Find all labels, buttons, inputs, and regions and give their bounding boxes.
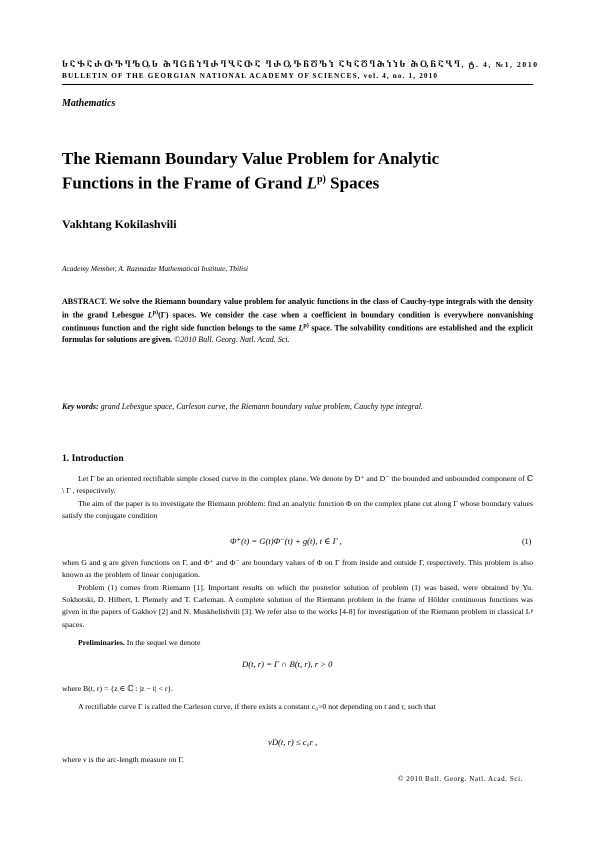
- title-line-2: [62, 169, 532, 194]
- abstract-label: ABSTRACT.: [62, 297, 107, 306]
- preliminaries-text: In the sequel we denote: [124, 638, 201, 647]
- abstract-sup-2: p): [303, 322, 309, 329]
- paragraph-2: The aim of the paper is to investigate the Riemann problem: find an analytic function Φ on the complex plane cut along Γ whose boundary values satisfy the conjugate condition: [62, 499, 533, 521]
- abstract-text-3: space. The solvability conditions are established and the explicit formulas for solutions are given.: [62, 323, 533, 345]
- keywords: [62, 402, 533, 411]
- paper-title: [62, 148, 532, 194]
- title-symbol-L: L: [306, 173, 317, 193]
- title-line-2-text: Functions in the Frame of Grand: [62, 173, 307, 193]
- author-affiliation: Academy Member, A. Razmadze Mathematical Institute, Tbilisi: [62, 264, 249, 273]
- author-name: Vakhtang Kokilashvili: [62, 217, 177, 231]
- paragraph-1: Let Γ be an oriented rectifiable simple closed curve in the complex plane. We denote by D⁺ and D⁻ the bounded and unbounded component of ℂ \ Γ , respectively.: [62, 474, 533, 496]
- paragraph-5: where B(t, r) = {z ∈ ℂ : |z − t| < r}.: [62, 684, 174, 693]
- equation-1: Φ⁺(t) = G(t)Φ⁻(t) + g(t), t ∈ Γ ,: [230, 536, 342, 546]
- title-superscript: p): [317, 174, 326, 185]
- section-heading: 1. Introduction: [62, 453, 124, 464]
- journal-header-georgian: ႱႠႵႠႰႧႥႤႪႭႱ ႫႤႺႬႨႤႰႤႡႠႧႠ ႤႰႭႥႬႣႪႨ ႠႩႠႣႤႫႨႨႱ ႫႭႬႠႡႤ, ტ. 4, №1, 2010: [62, 60, 539, 69]
- title-line-1: The Riemann Boundary Value Problem for Analytic: [62, 149, 440, 168]
- keywords-label: Key words:: [62, 402, 99, 411]
- paragraph-4: Problem (1) comes from Riemann [1]. Important results on which the posterior solution of problem (1) was based, were obtained by Yu. Sokhotski, D. Hilbert, I. Plemely and T. Carleman. A complete solution of the Riemann problem in the frame of Hölder continuous functions was given in the papers of Gakhov [2] and N. Muskhelishvili [3]. We refer also to the works [4-8] for investigation of the Riemann problem in classical Lᵖ spaces.: [62, 583, 533, 629]
- abstract-text-1: We solve the Riemann boundary value problem for analytic functions in the class of Cauchy-type integrals with the density in the grand Lebesgue: [62, 297, 533, 320]
- preliminaries: [62, 637, 533, 649]
- equation-1-number: (1): [522, 537, 532, 546]
- keywords-text: grand Lebesgue space, Carleson curve, the Riemann boundary value problem, Cauchy type integral.: [98, 402, 423, 411]
- title-line-2-end: Spaces: [325, 173, 380, 193]
- header-rule: [62, 84, 533, 85]
- abstract-copyright: ©2010 Bull. Georg. Natl. Acad. Sci.: [174, 335, 290, 345]
- paragraph-7: where ν is the arc-length measure on Γ.: [62, 755, 184, 764]
- equation-2: D(t, r) = Γ ∩ B(t, r), r > 0: [242, 659, 333, 669]
- abstract-symbol-L2: L: [298, 323, 304, 333]
- section-tag: Mathematics: [62, 98, 116, 109]
- abstract-gamma: (Γ): [158, 310, 169, 320]
- abstract: [62, 296, 533, 346]
- abstract-symbol-L1: L: [147, 310, 153, 320]
- paragraph-6: A rectifiable curve Γ is called the Carleson curve, if there exists a constant c₀>0 not depending on t and r, such that: [78, 702, 436, 711]
- abstract-text-2: spaces. We consider the case when a coefficient in boundary condition is everywhere nonvanishing continuous function and the right side function belongs to the same: [62, 310, 533, 333]
- journal-header-english: BULLETIN OF THE GEORGIAN NATIONAL ACADEMY OF SCIENCES, vol. 4, no. 1, 2010: [62, 72, 439, 80]
- preliminaries-label: Preliminaries.: [78, 638, 125, 647]
- equation-3: νD(t, r) ≤ c₀r ,: [268, 737, 318, 747]
- paragraph-3: when G and g are given functions on Γ, and Φ⁺ and Φ⁻ are boundary values of Φ on Γ from inside and outside Γ, respectively. This problem is also known as the problem of linear conjugation.: [62, 558, 533, 580]
- abstract-sup-1: p): [152, 309, 159, 316]
- page-footer: © 2010 Bull. Georg. Natl. Acad. Sci.: [398, 775, 523, 783]
